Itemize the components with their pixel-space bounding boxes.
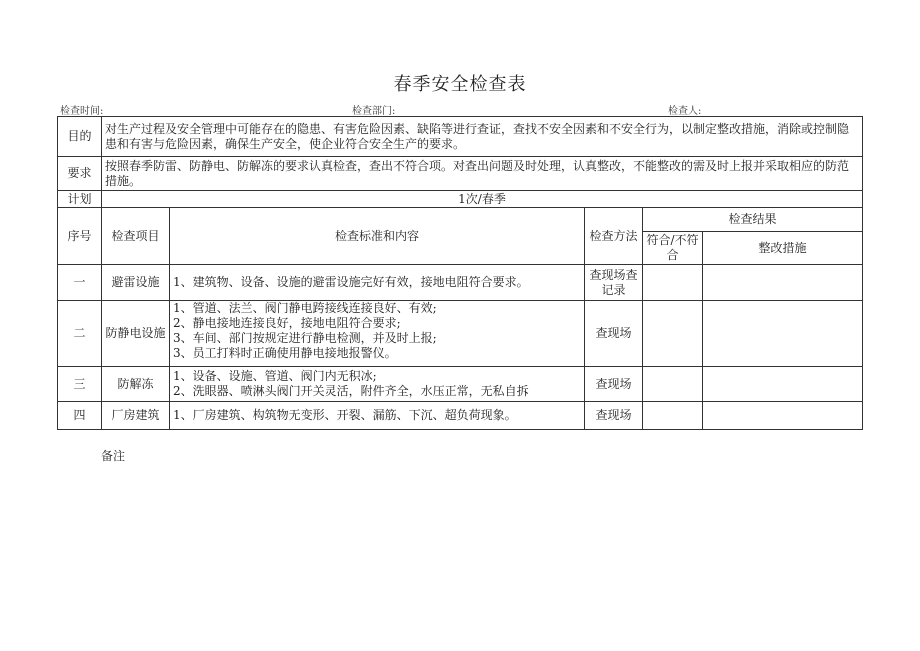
row-conform-cell[interactable] [643,402,703,430]
row-method: 查现场 [585,301,643,367]
purpose-row [58,117,863,157]
row-conform-cell[interactable] [643,367,703,402]
row-conform-cell[interactable] [643,301,703,367]
col-no: 序号 [58,208,102,265]
plan-label: 计划 [58,191,102,208]
row-no: 三 [58,367,102,402]
table-row [58,402,863,430]
inspection-dept-label: 检查部门: [352,106,396,117]
table-row [58,367,863,402]
table-row [58,265,863,301]
row-no: 一 [58,265,102,301]
row-item: 厂房建筑 [102,402,170,430]
header-row [58,208,863,232]
row-method: 查现场查记录 [585,265,643,301]
inspection-time-label: 检查时间: [60,106,104,117]
standard-line: 2、洗眼器、喷淋头阀门开关灵活，附件齐全，水压正常，无私自拆 [173,384,529,398]
row-measure-cell[interactable] [703,402,863,430]
row-no: 二 [58,301,102,367]
standard-line: 2、静电接地连接良好，接地电阻符合要求; [173,316,401,330]
row-measure-cell[interactable] [703,301,863,367]
col-method: 检查方法 [585,208,643,265]
standard-line: 1、厂房建筑、构筑物无变形、开裂、漏筋、下沉、超负荷现象。 [173,408,517,422]
col-result: 检查结果 [643,208,863,232]
standard-line: 1、管道、法兰、阀门静电跨接线连接良好、有效; [173,301,437,315]
plan-value: 1次/春季 [102,191,863,208]
row-standards [170,265,585,301]
plan-row [58,191,863,208]
col-item: 检查项目 [102,208,170,265]
row-conform-cell[interactable] [643,265,703,301]
purpose-text: 对生产过程及安全管理中可能存在的隐患、有害危险因素、缺陷等进行查证，查找不安全因素和不安全行为，以制定整改措施，消除或控制隐患和有害与危险因素，确保生产安全，使企业符合安全生产的要求。 [102,117,863,157]
row-item: 防静电设施 [102,301,170,367]
inspector-label: 检查人: [668,106,702,117]
standard-line: 3、员工打料时正确使用静电接地报警仪。 [173,346,397,360]
col-measure: 整改措施 [703,232,863,265]
row-item: 防解冻 [102,367,170,402]
standard-line: 3、车间、部门按规定进行静电检测，并及时上报; [173,331,437,345]
requirement-text: 按照春季防雷、防静电、防解冻的要求认真检查，查出不符合项。对查出问题及时处理，认真整改，不能整改的需及时上报并采取相应的防范措施。 [102,157,863,191]
col-conform: 符合/不符合 [643,232,703,265]
requirement-label: 要求 [58,157,102,191]
row-standards [170,402,585,430]
row-method: 查现场 [585,367,643,402]
row-item: 避雷设施 [102,265,170,301]
row-measure-cell[interactable] [703,367,863,402]
standard-line: 1、建筑物、设备、设施的避雷设施完好有效，接地电阻符合要求。 [173,275,529,289]
row-method: 查现场 [585,402,643,430]
row-measure-cell[interactable] [703,265,863,301]
standard-line: 1、设备、设施、管道、阀门内无积冰; [173,369,377,383]
row-standards [170,367,585,402]
page-title: 春季安全检查表 [393,74,527,95]
row-standards [170,301,585,367]
row-no: 四 [58,402,102,430]
requirement-row [58,157,863,191]
note-label: 备注 [101,449,126,463]
col-standard: 检查标准和内容 [170,208,585,265]
inspection-table [57,116,863,430]
table-row [58,301,863,367]
purpose-label: 目的 [58,117,102,157]
